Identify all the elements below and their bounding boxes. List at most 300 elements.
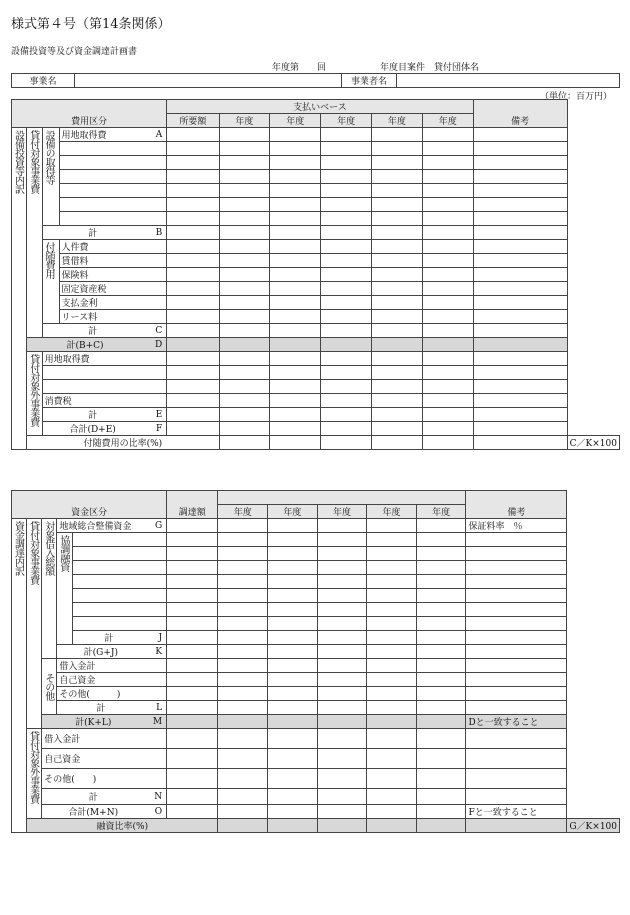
cell[interactable] — [167, 296, 219, 310]
cell[interactable] — [473, 226, 567, 240]
cell[interactable] — [167, 715, 218, 729]
cell[interactable] — [218, 575, 268, 589]
cell[interactable] — [317, 673, 367, 687]
cell[interactable] — [371, 226, 422, 240]
cell[interactable] — [218, 819, 268, 833]
cell[interactable] — [167, 749, 218, 769]
cell[interactable] — [317, 631, 367, 645]
cell[interactable] — [422, 296, 473, 310]
cell[interactable] — [219, 324, 270, 338]
cell[interactable] — [367, 769, 417, 789]
cell[interactable] — [473, 380, 567, 394]
cell[interactable] — [367, 729, 417, 749]
cell[interactable] — [270, 240, 321, 254]
cell[interactable] — [268, 617, 318, 631]
cell[interactable] — [416, 617, 466, 631]
cell[interactable] — [167, 170, 219, 184]
cell[interactable] — [317, 805, 367, 819]
cell[interactable] — [270, 142, 321, 156]
cell[interactable] — [317, 749, 367, 769]
cell[interactable] — [422, 240, 473, 254]
cell[interactable] — [317, 645, 367, 659]
cell[interactable] — [167, 338, 219, 352]
cell[interactable] — [317, 659, 367, 673]
cell[interactable] — [473, 408, 567, 422]
cell[interactable] — [219, 128, 270, 142]
cell[interactable] — [321, 226, 372, 240]
cell[interactable] — [371, 436, 422, 450]
cell[interactable] — [473, 310, 567, 324]
cell[interactable] — [466, 589, 567, 603]
cell[interactable] — [466, 701, 567, 715]
coop-blank-row[interactable] — [73, 589, 167, 603]
cell[interactable] — [466, 749, 567, 769]
cell[interactable] — [422, 198, 473, 212]
cell[interactable] — [268, 819, 318, 833]
cell[interactable] — [167, 128, 219, 142]
cell[interactable] — [167, 352, 219, 366]
nontarget-blank-row[interactable] — [42, 380, 167, 394]
cell[interactable] — [367, 589, 417, 603]
cell[interactable] — [219, 380, 270, 394]
cell[interactable] — [371, 422, 422, 436]
cell[interactable] — [268, 589, 318, 603]
cell[interactable] — [371, 324, 422, 338]
cell[interactable] — [219, 338, 270, 352]
cell[interactable] — [321, 366, 372, 380]
cell[interactable] — [321, 436, 372, 450]
cell[interactable] — [422, 156, 473, 170]
cell[interactable] — [422, 408, 473, 422]
cell[interactable] — [218, 749, 268, 769]
cell[interactable] — [473, 240, 567, 254]
cell[interactable] — [268, 789, 318, 805]
cell[interactable] — [321, 254, 372, 268]
nontarget-blank-row[interactable] — [42, 366, 167, 380]
cell[interactable] — [317, 533, 367, 547]
cell[interactable] — [416, 631, 466, 645]
cell[interactable] — [367, 631, 417, 645]
cell[interactable] — [371, 156, 422, 170]
cell[interactable] — [371, 296, 422, 310]
cell[interactable] — [167, 324, 219, 338]
cell[interactable] — [416, 533, 466, 547]
cell[interactable] — [218, 589, 268, 603]
cell[interactable] — [416, 575, 466, 589]
cell[interactable] — [317, 547, 367, 561]
cell[interactable] — [167, 519, 218, 533]
cell[interactable] — [466, 631, 567, 645]
coop-blank-row[interactable] — [73, 617, 167, 631]
cell[interactable] — [473, 212, 567, 226]
cell[interactable] — [473, 254, 567, 268]
cell[interactable] — [219, 422, 270, 436]
cell[interactable] — [219, 226, 270, 240]
cell[interactable] — [371, 352, 422, 366]
cell[interactable] — [416, 673, 466, 687]
cell[interactable] — [268, 673, 318, 687]
cell[interactable] — [317, 769, 367, 789]
cell[interactable] — [167, 589, 218, 603]
cell[interactable] — [270, 184, 321, 198]
cell[interactable] — [466, 659, 567, 673]
cell[interactable] — [167, 789, 218, 805]
cell[interactable] — [371, 212, 422, 226]
cell[interactable] — [317, 575, 367, 589]
cell[interactable] — [167, 422, 219, 436]
cell[interactable] — [371, 366, 422, 380]
cell[interactable] — [416, 819, 466, 833]
cell[interactable] — [317, 589, 367, 603]
cell[interactable] — [473, 282, 567, 296]
cell[interactable] — [422, 128, 473, 142]
cell[interactable] — [167, 226, 219, 240]
cell[interactable] — [416, 729, 466, 749]
cell[interactable] — [371, 170, 422, 184]
cell[interactable] — [268, 603, 318, 617]
cell[interactable] — [371, 268, 422, 282]
cell[interactable] — [270, 296, 321, 310]
cell[interactable] — [367, 789, 417, 805]
cell[interactable] — [218, 645, 268, 659]
cell[interactable] — [219, 170, 270, 184]
cell[interactable] — [367, 715, 417, 729]
cell[interactable] — [321, 142, 372, 156]
cell[interactable] — [268, 561, 318, 575]
cell[interactable] — [218, 631, 268, 645]
cell[interactable] — [219, 198, 270, 212]
cell[interactable] — [218, 561, 268, 575]
cell[interactable] — [422, 394, 473, 408]
cell[interactable] — [219, 296, 270, 310]
cell[interactable] — [219, 184, 270, 198]
cell[interactable] — [167, 561, 218, 575]
cell[interactable] — [321, 128, 372, 142]
cell[interactable] — [167, 254, 219, 268]
cell[interactable] — [422, 366, 473, 380]
cell[interactable] — [371, 184, 422, 198]
cell[interactable] — [422, 170, 473, 184]
cell[interactable] — [270, 156, 321, 170]
cell[interactable] — [270, 128, 321, 142]
cell[interactable] — [218, 729, 268, 749]
cell[interactable] — [317, 561, 367, 575]
business-operator-field[interactable] — [397, 74, 620, 88]
cell[interactable] — [268, 701, 318, 715]
cell[interactable] — [321, 422, 372, 436]
cell[interactable] — [167, 366, 219, 380]
cell[interactable] — [219, 156, 270, 170]
cell[interactable] — [218, 533, 268, 547]
cell[interactable] — [321, 184, 372, 198]
cell[interactable] — [219, 310, 270, 324]
cell[interactable] — [218, 547, 268, 561]
cell[interactable] — [371, 310, 422, 324]
cell[interactable] — [367, 819, 417, 833]
cell[interactable] — [270, 324, 321, 338]
cell[interactable] — [167, 156, 219, 170]
cell[interactable] — [218, 805, 268, 819]
cell[interactable] — [367, 575, 417, 589]
cell[interactable] — [321, 268, 372, 282]
cell[interactable] — [473, 394, 567, 408]
cell[interactable] — [219, 268, 270, 282]
cell[interactable] — [270, 254, 321, 268]
cell[interactable] — [268, 659, 318, 673]
cell[interactable] — [270, 310, 321, 324]
cell[interactable] — [270, 366, 321, 380]
cell[interactable] — [167, 533, 218, 547]
cell[interactable] — [321, 212, 372, 226]
cell[interactable] — [466, 575, 567, 589]
cell[interactable] — [422, 352, 473, 366]
cell[interactable] — [167, 631, 218, 645]
cell[interactable] — [416, 749, 466, 769]
cell[interactable] — [422, 184, 473, 198]
cell[interactable] — [371, 380, 422, 394]
cell[interactable] — [268, 631, 318, 645]
cell[interactable] — [218, 715, 268, 729]
cell[interactable] — [473, 324, 567, 338]
cell[interactable] — [422, 142, 473, 156]
cell[interactable] — [321, 380, 372, 394]
cell[interactable] — [317, 715, 367, 729]
cell[interactable] — [473, 296, 567, 310]
cell[interactable] — [416, 603, 466, 617]
cell[interactable] — [270, 170, 321, 184]
cell[interactable] — [268, 519, 318, 533]
cell[interactable] — [167, 603, 218, 617]
cell[interactable] — [416, 805, 466, 819]
cell[interactable] — [473, 338, 567, 352]
cell[interactable] — [321, 310, 372, 324]
cell[interactable] — [371, 254, 422, 268]
cell[interactable] — [321, 338, 372, 352]
cell[interactable] — [218, 789, 268, 805]
cell[interactable] — [218, 769, 268, 789]
cell[interactable] — [416, 659, 466, 673]
cell[interactable] — [317, 519, 367, 533]
cell[interactable] — [321, 198, 372, 212]
cell[interactable] — [367, 805, 417, 819]
cell[interactable] — [270, 198, 321, 212]
cell[interactable] — [219, 366, 270, 380]
cell[interactable] — [422, 422, 473, 436]
cell[interactable] — [367, 701, 417, 715]
cell[interactable] — [321, 296, 372, 310]
coop-blank-row[interactable] — [73, 575, 167, 589]
cell[interactable] — [367, 519, 417, 533]
cell[interactable] — [268, 715, 318, 729]
cell[interactable] — [270, 380, 321, 394]
cell[interactable] — [270, 352, 321, 366]
cell[interactable] — [422, 254, 473, 268]
cell[interactable] — [473, 198, 567, 212]
cell[interactable] — [270, 408, 321, 422]
cell[interactable] — [422, 282, 473, 296]
cell[interactable] — [416, 645, 466, 659]
cell[interactable] — [268, 805, 318, 819]
cell[interactable] — [422, 380, 473, 394]
coop-blank-row[interactable] — [73, 561, 167, 575]
cell[interactable] — [416, 687, 466, 701]
cell[interactable] — [367, 561, 417, 575]
cell[interactable] — [466, 673, 567, 687]
cell[interactable] — [422, 212, 473, 226]
cell[interactable] — [466, 533, 567, 547]
cell[interactable] — [268, 749, 318, 769]
cell[interactable] — [268, 547, 318, 561]
cell[interactable] — [167, 575, 218, 589]
cell[interactable] — [473, 142, 567, 156]
cell[interactable] — [219, 240, 270, 254]
cell[interactable] — [473, 156, 567, 170]
cell[interactable] — [422, 324, 473, 338]
cell[interactable] — [367, 603, 417, 617]
cell[interactable] — [367, 645, 417, 659]
cell[interactable] — [422, 436, 473, 450]
cell[interactable] — [270, 394, 321, 408]
cell[interactable] — [416, 715, 466, 729]
cell[interactable] — [473, 170, 567, 184]
cell[interactable] — [371, 394, 422, 408]
cell[interactable] — [371, 338, 422, 352]
cell[interactable] — [167, 282, 219, 296]
cell[interactable] — [268, 687, 318, 701]
cell[interactable] — [321, 394, 372, 408]
cell[interactable] — [268, 645, 318, 659]
cell[interactable] — [416, 701, 466, 715]
cell[interactable] — [473, 268, 567, 282]
cell[interactable] — [416, 561, 466, 575]
cell[interactable] — [317, 687, 367, 701]
cell[interactable] — [219, 394, 270, 408]
cell[interactable] — [416, 589, 466, 603]
business-name-field[interactable] — [75, 74, 342, 88]
cell[interactable] — [473, 128, 567, 142]
cell[interactable] — [270, 436, 321, 450]
cell[interactable] — [367, 659, 417, 673]
cell[interactable] — [473, 422, 567, 436]
cell[interactable] — [416, 547, 466, 561]
cell[interactable] — [371, 408, 422, 422]
cell[interactable] — [321, 156, 372, 170]
cell[interactable] — [371, 142, 422, 156]
cell[interactable] — [167, 268, 219, 282]
cell[interactable] — [473, 366, 567, 380]
cell[interactable] — [466, 561, 567, 575]
cell[interactable] — [218, 687, 268, 701]
cell[interactable] — [317, 729, 367, 749]
cell[interactable] — [270, 422, 321, 436]
cell[interactable] — [466, 769, 567, 789]
cell[interactable] — [270, 268, 321, 282]
cell[interactable] — [317, 617, 367, 631]
cell[interactable] — [466, 645, 567, 659]
cell[interactable] — [317, 789, 367, 805]
cell[interactable] — [371, 240, 422, 254]
cell[interactable] — [270, 338, 321, 352]
cell[interactable] — [268, 729, 318, 749]
cell[interactable] — [218, 519, 268, 533]
cell[interactable] — [422, 338, 473, 352]
coop-blank-row[interactable] — [73, 533, 167, 547]
cell[interactable] — [367, 673, 417, 687]
cell[interactable] — [270, 226, 321, 240]
cell[interactable] — [367, 687, 417, 701]
cell[interactable] — [317, 603, 367, 617]
cell[interactable] — [317, 701, 367, 715]
cell[interactable] — [167, 184, 219, 198]
cell[interactable] — [218, 659, 268, 673]
cell[interactable] — [219, 436, 270, 450]
cell[interactable] — [466, 819, 567, 833]
cell[interactable] — [219, 212, 270, 226]
cell[interactable] — [167, 380, 219, 394]
cell[interactable] — [416, 789, 466, 805]
cell[interactable] — [422, 226, 473, 240]
cell[interactable] — [219, 254, 270, 268]
cell[interactable] — [473, 184, 567, 198]
cell[interactable] — [167, 659, 218, 673]
coop-blank-row[interactable] — [73, 547, 167, 561]
cell[interactable] — [371, 198, 422, 212]
cell[interactable] — [167, 701, 218, 715]
equip-blank-row[interactable] — [59, 212, 167, 226]
cell[interactable] — [218, 603, 268, 617]
cell[interactable] — [167, 394, 219, 408]
cell[interactable] — [219, 408, 270, 422]
cell[interactable] — [321, 240, 372, 254]
cell[interactable] — [270, 282, 321, 296]
cell[interactable] — [167, 673, 218, 687]
cell[interactable] — [167, 142, 219, 156]
cell[interactable] — [167, 198, 219, 212]
cell[interactable] — [367, 547, 417, 561]
cell[interactable] — [321, 170, 372, 184]
cell[interactable] — [466, 789, 567, 805]
cell[interactable] — [321, 324, 372, 338]
cell[interactable] — [219, 352, 270, 366]
equip-blank-row[interactable] — [59, 198, 167, 212]
cell[interactable] — [167, 805, 218, 819]
cell[interactable] — [422, 310, 473, 324]
cell[interactable] — [422, 268, 473, 282]
cell[interactable] — [371, 282, 422, 296]
cell[interactable] — [473, 436, 567, 450]
cell[interactable] — [167, 310, 219, 324]
cell[interactable] — [466, 617, 567, 631]
equip-blank-row[interactable] — [59, 156, 167, 170]
coop-blank-row[interactable] — [73, 603, 167, 617]
cell[interactable] — [167, 617, 218, 631]
cell[interactable] — [466, 547, 567, 561]
cell[interactable] — [167, 645, 218, 659]
cell[interactable] — [167, 212, 219, 226]
cell[interactable] — [167, 729, 218, 749]
cell[interactable] — [466, 687, 567, 701]
equip-blank-row[interactable] — [59, 170, 167, 184]
cell[interactable] — [268, 575, 318, 589]
equip-blank-row[interactable] — [59, 142, 167, 156]
cell[interactable] — [218, 673, 268, 687]
cell[interactable] — [473, 352, 567, 366]
cell[interactable] — [321, 408, 372, 422]
cell[interactable] — [466, 729, 567, 749]
cell[interactable] — [321, 282, 372, 296]
cell[interactable] — [167, 547, 218, 561]
equip-blank-row[interactable] — [59, 184, 167, 198]
